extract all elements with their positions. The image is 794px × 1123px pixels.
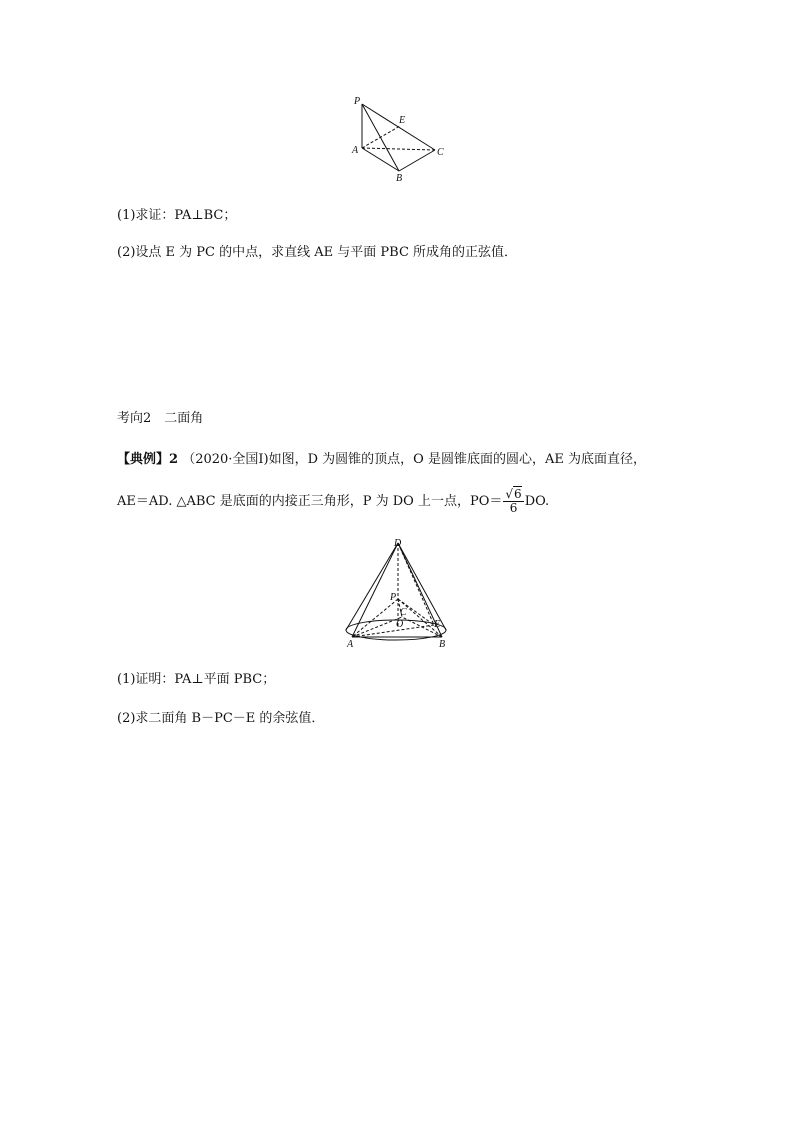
generatrix-left xyxy=(346,543,398,630)
label-p: P xyxy=(390,592,397,603)
diameter-ae xyxy=(352,625,434,637)
example2-text1: （2020·全国Ⅰ)如图，D 为圆锥的顶点，O 是圆锥底面的圆心，AE 为底面直径， xyxy=(182,452,646,467)
section-heading: 考向2 二面角 xyxy=(117,411,204,426)
label-a: A xyxy=(347,639,354,650)
problem2-part1: (1)证明：PA⊥平面 PBC； xyxy=(117,672,276,687)
edge-bc xyxy=(399,150,435,171)
edge-pa xyxy=(352,599,398,637)
label-e: E xyxy=(399,115,406,126)
segment-ae-hidden xyxy=(362,126,400,148)
label-o: O xyxy=(396,619,404,630)
edge-ab xyxy=(362,148,399,171)
label-e: E xyxy=(434,619,441,630)
tetrahedron-figure xyxy=(345,92,455,184)
label-d: D xyxy=(394,538,402,549)
label-c: C xyxy=(400,607,407,618)
label-b: B xyxy=(396,173,403,184)
edge-da xyxy=(352,543,398,637)
label-a: A xyxy=(352,145,359,156)
example2-line2 xyxy=(117,488,549,515)
label-b: B xyxy=(439,639,446,650)
example2-line1 xyxy=(117,451,646,469)
example2-text2-post: DO. xyxy=(524,494,550,509)
fraction-sqrt6-over-6: $\frac{√6}{6}$ xyxy=(505,487,522,515)
edge-ac-hidden xyxy=(362,148,435,150)
cone-figure xyxy=(338,535,458,650)
problem2-part2: (2)求二面角 B－PC－E 的余弦值． xyxy=(117,711,325,726)
radicand: 6 xyxy=(514,487,522,501)
example-tag: 【典例】2 xyxy=(117,452,179,467)
example2-text2-pre: AE＝AD. △ABC 是底面的内接正三角形，P 为 DO 上一点，PO＝ xyxy=(117,494,503,509)
problem1-part1: (1)求证：PA⊥BC； xyxy=(117,208,237,223)
denominator: 6 xyxy=(509,501,518,515)
edge-ac xyxy=(352,617,402,637)
label-p: P xyxy=(354,96,361,107)
label-c: C xyxy=(437,147,444,158)
problem1-part2: (2)设点 E 为 PC 的中点，求直线 AE 与平面 PBC 所成角的正弦值． xyxy=(117,245,518,260)
